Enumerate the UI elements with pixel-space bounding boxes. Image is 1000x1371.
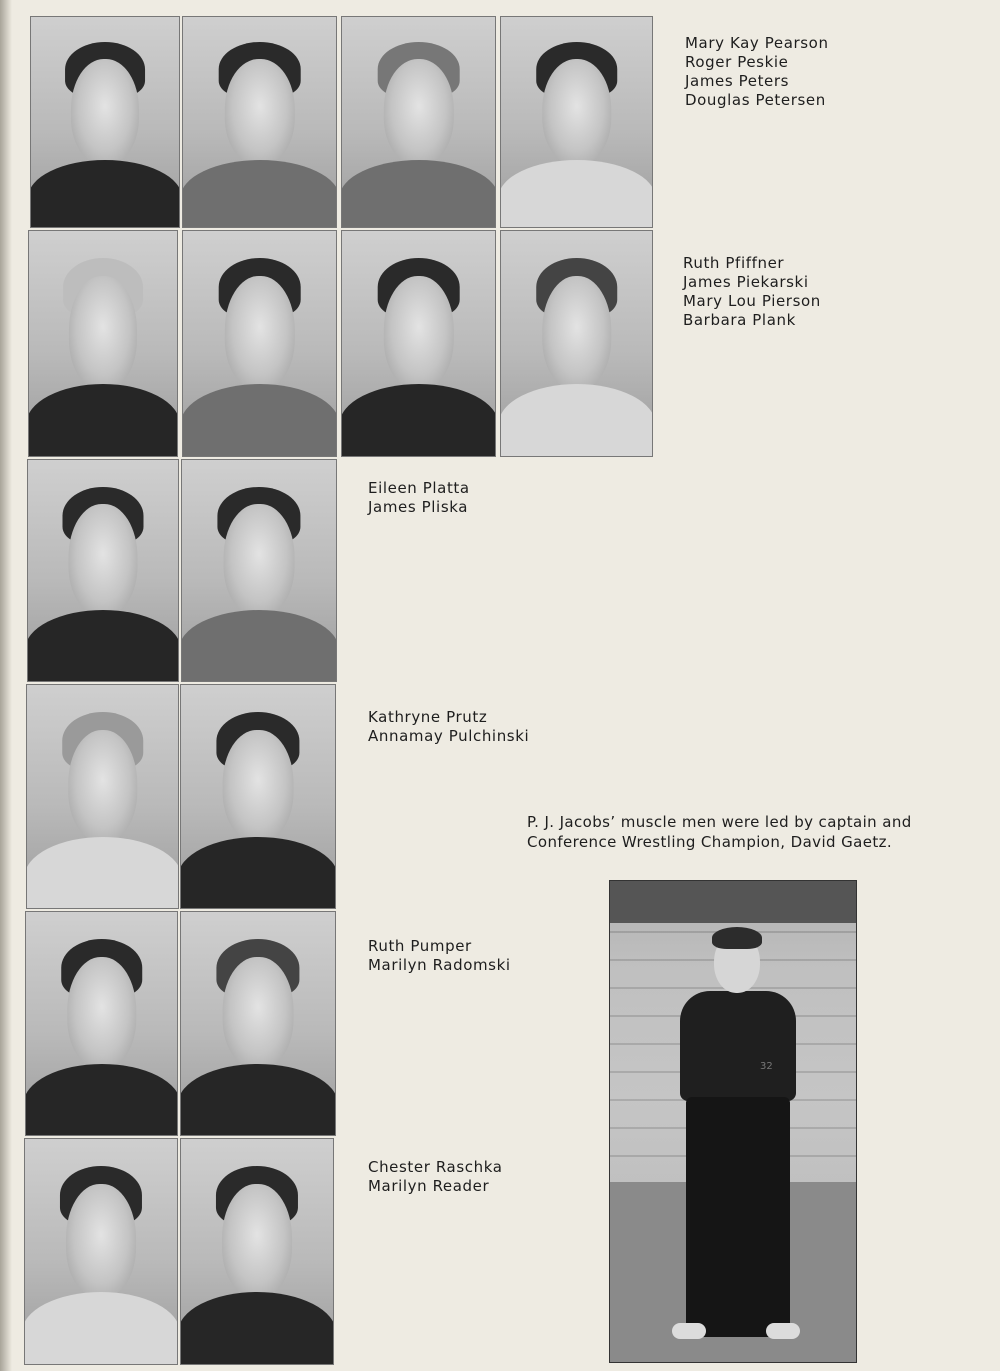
- portrait-photo: [182, 16, 337, 228]
- portrait-photo: [27, 459, 179, 682]
- student-name: James Pliska: [368, 498, 469, 516]
- name-list: [368, 479, 470, 517]
- caption-line: P. J. Jacobs’ muscle men were led by captain and: [527, 813, 912, 831]
- student-name: Roger Peskie: [685, 53, 789, 71]
- name-list: [368, 1158, 503, 1196]
- name-list: [685, 34, 829, 110]
- name-list: [683, 254, 821, 330]
- student-name: Chester Raschka: [368, 1158, 503, 1176]
- student-name: Annamay Pulchinski: [368, 727, 530, 745]
- portrait-photo: [25, 911, 178, 1136]
- book-spine-shadow: [0, 0, 12, 1371]
- portrait-photo: [180, 684, 336, 909]
- portrait-photo: [182, 230, 337, 457]
- portrait-photo: [500, 230, 653, 457]
- student-name: Ruth Pfiffner: [683, 254, 785, 272]
- portrait-photo: [341, 16, 496, 228]
- student-name: Marilyn Reader: [368, 1177, 490, 1195]
- student-name: Mary Kay Pearson: [685, 34, 829, 52]
- portrait-photo: [180, 1138, 334, 1365]
- portrait-photo: [28, 230, 178, 457]
- portrait-photo: [30, 16, 180, 228]
- name-list: [368, 937, 511, 975]
- student-name: Ruth Pumper: [368, 937, 472, 955]
- student-name: Marilyn Radomski: [368, 956, 511, 974]
- jersey-number: 32: [760, 1061, 773, 1072]
- name-list: [368, 708, 529, 746]
- portrait-photo: [26, 684, 179, 909]
- caption-line: Conference Wrestling Champion, David Gaetz.: [527, 833, 893, 851]
- student-name: James Peters: [685, 72, 790, 90]
- portrait-photo: [341, 230, 496, 457]
- wrestling-captain-photo: [609, 880, 857, 1363]
- photo-caption: [527, 812, 967, 852]
- student-name: James Piekarski: [683, 273, 809, 291]
- student-name: Douglas Petersen: [685, 91, 826, 109]
- portrait-photo: [24, 1138, 178, 1365]
- portrait-photo: [180, 911, 336, 1136]
- portrait-photo: [500, 16, 653, 228]
- student-name: Mary Lou Pierson: [683, 292, 821, 310]
- portrait-photo: [181, 459, 337, 682]
- student-name: Barbara Plank: [683, 311, 796, 329]
- student-name: Eileen Platta: [368, 479, 470, 497]
- student-name: Kathryne Prutz: [368, 708, 488, 726]
